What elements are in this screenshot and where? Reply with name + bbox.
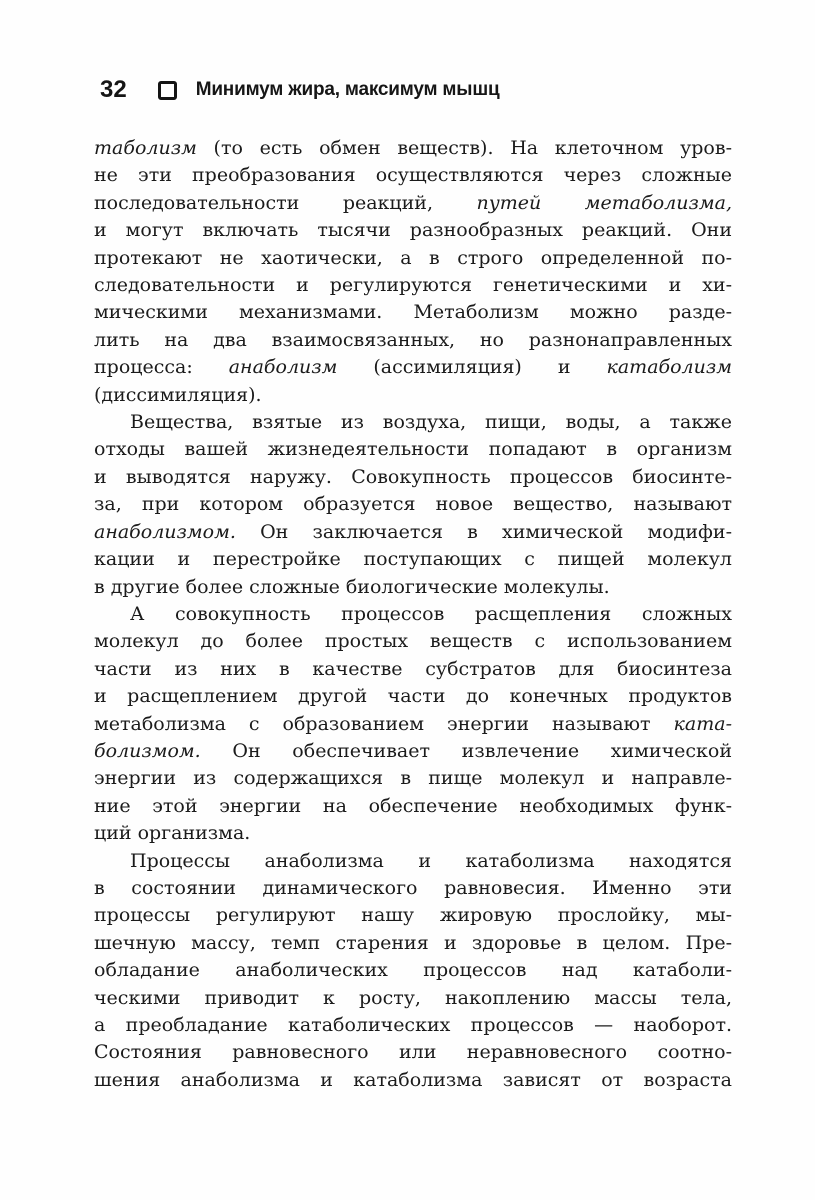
text-segment: части из них в качестве субстратов для биосинтеза [94,657,732,680]
italic-text-segment: анаболизм [228,356,338,379]
text-segment: энергии из содержащихся в пище молекул и направле- [94,767,732,790]
text-line [94,327,732,354]
text-segment: (то есть обмен веществ). На клеточном уров- [196,137,732,159]
text-line [94,1012,732,1039]
text-segment: шечную массу, темп старения и здоровье в целом. Пре- [94,931,732,954]
text-line [94,135,732,162]
text-segment: ние этой энергии на обеспечение необходимых функ- [94,794,732,817]
text-line [94,957,732,984]
text-segment: шения анаболизма и катаболизма зависят от возраста [94,1068,732,1091]
text-segment: протекают не хаотически, а в строго определенной по- [94,246,732,269]
text-line [94,574,732,601]
italic-text-segment: путей метаболизма, [476,191,732,214]
text-line [94,1067,732,1094]
text-line [94,409,732,436]
text-line [94,299,732,326]
text-segment: молекул до более простых веществ с использованием [94,630,732,653]
text-segment: ческими приводит к росту, накоплению массы тела, [94,986,732,1009]
text-line [94,848,732,875]
text-line [94,683,732,710]
paragraph [94,601,732,848]
paragraph [94,848,732,1095]
italic-text-segment: ката- [673,712,732,735]
body-text [94,135,732,1094]
page-number: 32 [100,76,127,103]
text-segment: а преобладание катаболических процессов — наоборот. [94,1014,732,1036]
text-segment: Вещества, взятые из воздуха, пищи, воды, а также [130,411,732,434]
paragraph [94,135,732,409]
text-line [94,985,732,1012]
text-line [94,546,732,573]
italic-text-segment: катаболизм [606,356,733,379]
text-segment: в другие более сложные биологические молекулы. [94,575,610,598]
text-segment: Он заключается в химической модифи- [235,520,732,543]
text-line [94,711,732,738]
text-segment: процесса: [94,356,229,379]
text-segment: за, при котором образуется новое вещество, называют [94,493,732,516]
paragraph [94,409,732,601]
text-segment: (ассимиляция) и [337,356,607,379]
text-segment: в состоянии динамического равновесия. Именно эти [94,876,732,899]
text-segment: (диссимиляция). [94,383,262,406]
page-header [100,78,499,102]
text-segment: следовательности и регулируются генетическими и хи- [94,274,732,297]
text-line [94,245,732,272]
text-segment: Процессы анаболизма и катаболизма находятся [130,849,732,872]
text-segment: А совокупность процессов расщепления сложных [130,602,732,625]
text-line [94,793,732,820]
text-segment: процессы регулируют нашу жировую прослойку, мы- [94,904,732,927]
text-segment: кации и перестройке поступающих с пищей молекул [94,548,732,571]
text-line [94,765,732,792]
italic-text-segment: таболизм [94,137,197,159]
square-bullet-icon [158,81,177,100]
text-segment: мическими механизмами. Метаболизм можно разде- [94,301,732,324]
text-segment: и расщеплением другой части до конечных продуктов [94,685,732,708]
text-segment: и могут включать тысячи разнообразных реакций. Они [94,219,732,242]
text-line [94,875,732,902]
text-line [94,902,732,929]
text-segment: и выводятся наружу. Совокупность процессов биосинте- [94,465,732,488]
text-line [94,354,732,381]
text-line [94,464,732,491]
text-line [94,738,732,765]
text-line [94,519,732,546]
running-title: Минимум жира, максимум мышц [195,79,500,100]
text-line [94,1039,732,1066]
text-line [94,491,732,518]
text-line [94,436,732,463]
text-segment: ций организма. [94,822,251,845]
text-segment: метаболизма с образованием энергии называют [94,712,674,735]
italic-text-segment: анаболизмом. [94,520,236,543]
text-segment: лить на два взаимосвязанных, но разнонаправленных [94,328,732,351]
text-line [94,656,732,683]
text-line [94,190,732,217]
text-segment: обладание анаболических процессов над катаболи- [94,959,732,982]
text-line [94,601,732,628]
text-line [94,217,732,244]
text-line [94,382,732,409]
text-segment: Он обеспечивает извлечение химической [200,739,732,762]
text-segment: Состояния равновесного или неравновесного соотно- [94,1041,732,1064]
text-segment: последовательности реакций, [94,191,477,214]
text-line [94,162,732,189]
text-line [94,628,732,655]
text-segment: не эти преобразования осуществляются через сложные [94,164,732,187]
text-segment: отходы вашей жизнедеятельности попадают в организм [94,438,732,461]
text-line [94,272,732,299]
italic-text-segment: болизмом. [94,739,201,762]
text-line [94,820,732,847]
text-line [94,930,732,957]
